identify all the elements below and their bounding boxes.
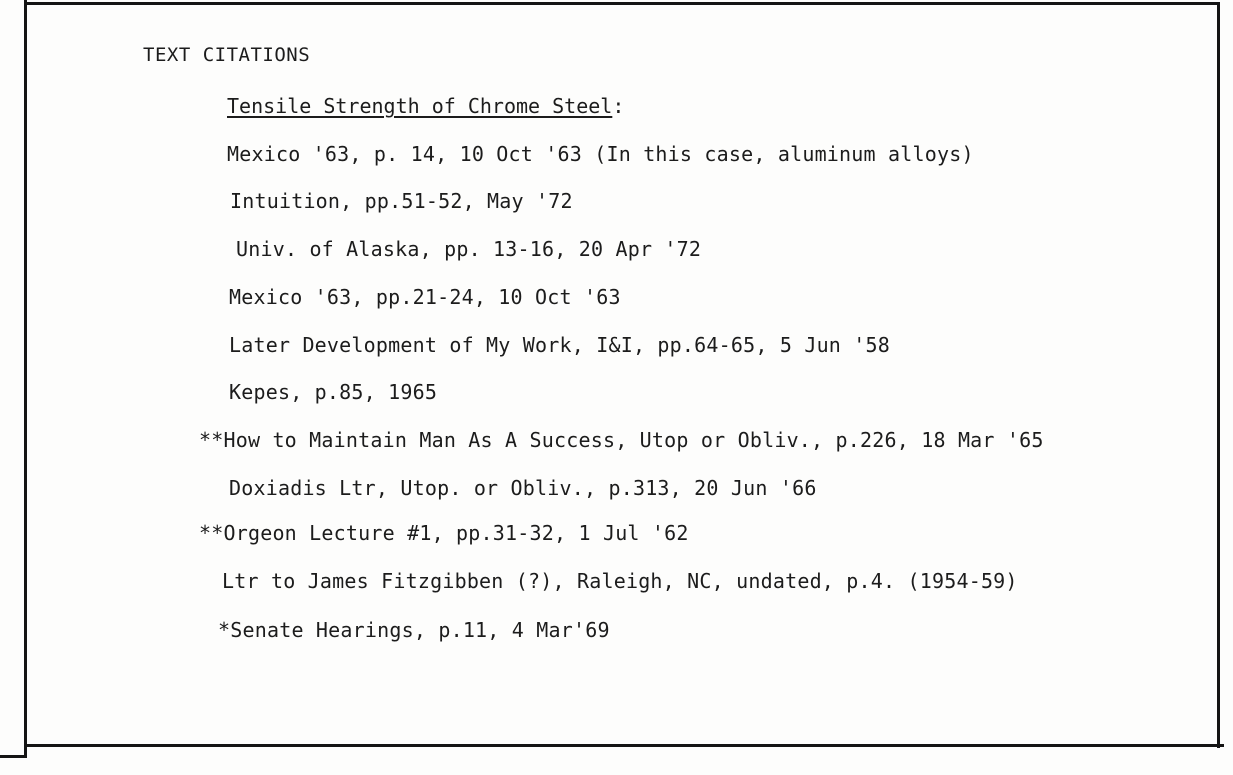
citation-entry: Later Development of My Work, I&I, pp.64-65, 5 Jun '58	[229, 333, 891, 357]
citation-entry: Mexico '63, pp.21-24, 10 Oct '63	[229, 285, 621, 309]
subject-title	[227, 94, 624, 118]
card-heading: TEXT CITATIONS	[143, 44, 311, 66]
subject-title-colon: :	[612, 94, 625, 118]
subject-title-text: Tensile Strength of Chrome Steel	[227, 94, 613, 118]
citation-entry: **How to Maintain Man As A Success, Utop or Obliv., p.226, 18 Mar '65	[199, 428, 1044, 452]
citation-entry: Doxiadis Ltr, Utop. or Obliv., p.313, 20 Jun '66	[229, 476, 817, 500]
citation-entry: Mexico '63, p. 14, 10 Oct '63 (In this case, aluminum alloys)	[227, 142, 974, 166]
citation-entry: Kepes, p.85, 1965	[229, 380, 438, 404]
citation-entry: Univ. of Alaska, pp. 13-16, 20 Apr '72	[236, 237, 702, 261]
citation-entry: *Senate Hearings, p.11, 4 Mar'69	[218, 618, 610, 642]
citation-entry: **Orgeon Lecture #1, pp.31-32, 1 Jul '62	[199, 521, 689, 545]
citation-entry: Ltr to James Fitzgibben (?), Raleigh, NC, undated, p.4. (1954-59)	[222, 569, 1018, 593]
citation-entry: Intuition, pp.51-52, May '72	[230, 189, 573, 213]
